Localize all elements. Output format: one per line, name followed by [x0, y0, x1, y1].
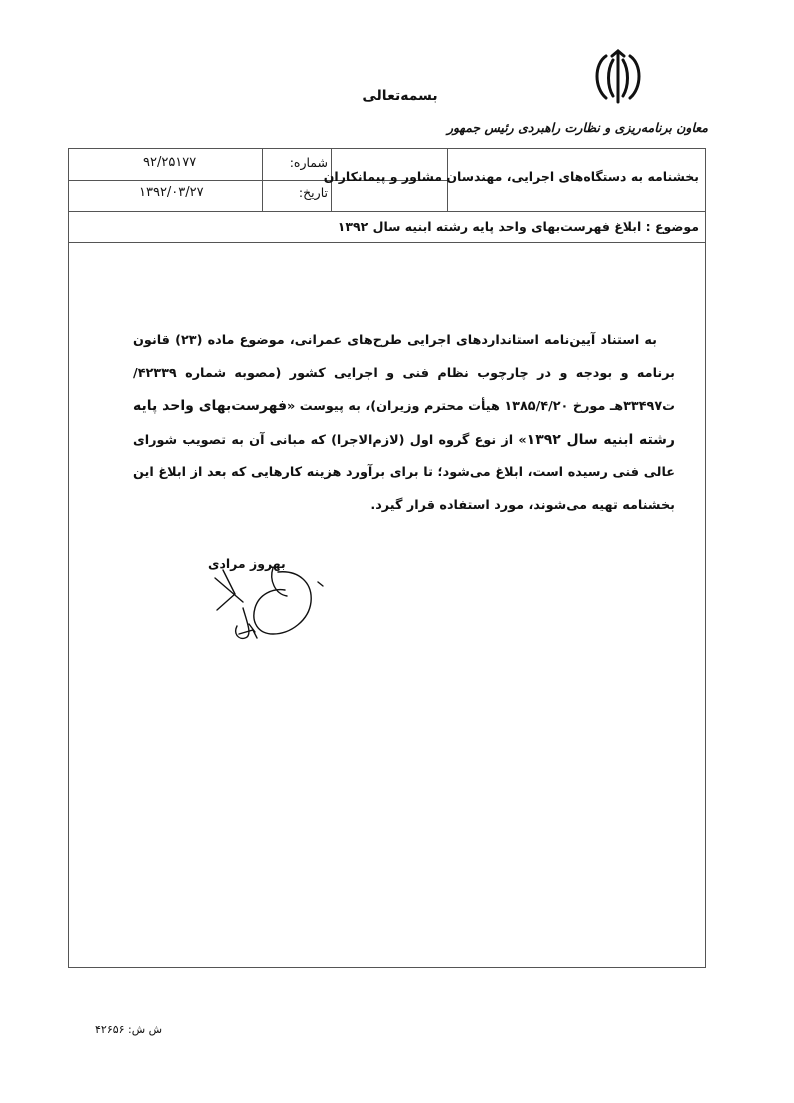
number-value: ۹۲/۲۵۱۷۷	[143, 155, 197, 170]
number-label: شماره:	[289, 155, 328, 170]
page-heading: بسمه‌تعالی	[362, 88, 438, 104]
body-text: » از نوع گروه اول (لازم‌الاجرا) که مبانی آن به تصویب شورای عالی فنی رسیده است، ابلاغ می‌شود؛ تا برای برآورد هزینه کارهایی که بعد از ابلاغ این بخشنامه تهیه می‌شوند، مورد استفاده قرار گیرد.	[133, 432, 675, 513]
emblem-icon	[588, 48, 648, 106]
subject-line: موضوع : ابلاغ فهرست‌بهای واحد پایه رشته ابنیه سال ۱۳۹۲	[337, 219, 699, 234]
letter-body	[133, 325, 675, 522]
divider	[262, 149, 263, 211]
reference-number: ش ش: ۴۲۶۵۶	[95, 1023, 163, 1036]
date-label: تاریخ:	[298, 185, 328, 200]
divider	[69, 242, 705, 243]
letter-frame	[68, 148, 706, 968]
organization-name: معاون برنامه‌ریزی و نظارت راهبردی رئیس جمهور	[446, 120, 708, 135]
body-bold-title: فهرست‌بهای واحد پایه رشته ابنیه سال ۱۳۹۲	[133, 398, 675, 448]
body-text: به استناد آیین‌نامه استانداردهای اجرایی طرح‌های عمرانی، موضوع ماده (۲۳) قانون برنامه و بودجه و در چارچوب نظام فنی و اجرایی کشور (مصوبه شماره ۴۲۳۳۹/ت۳۳۴۹۷هـ مورخ ۱۳۸۵/۴/۲۰ هیأت محترم وزیران)، به پیوست «	[133, 333, 675, 414]
signer-name: بهروز مرادی	[208, 556, 286, 571]
divider	[69, 211, 705, 212]
date-value: ۱۳۹۲/۰۳/۲۷	[139, 185, 204, 200]
recipients-line: بخشنامه به دستگاه‌های اجرایی، مهندسان مشاور و پیمانکاران	[323, 169, 699, 184]
